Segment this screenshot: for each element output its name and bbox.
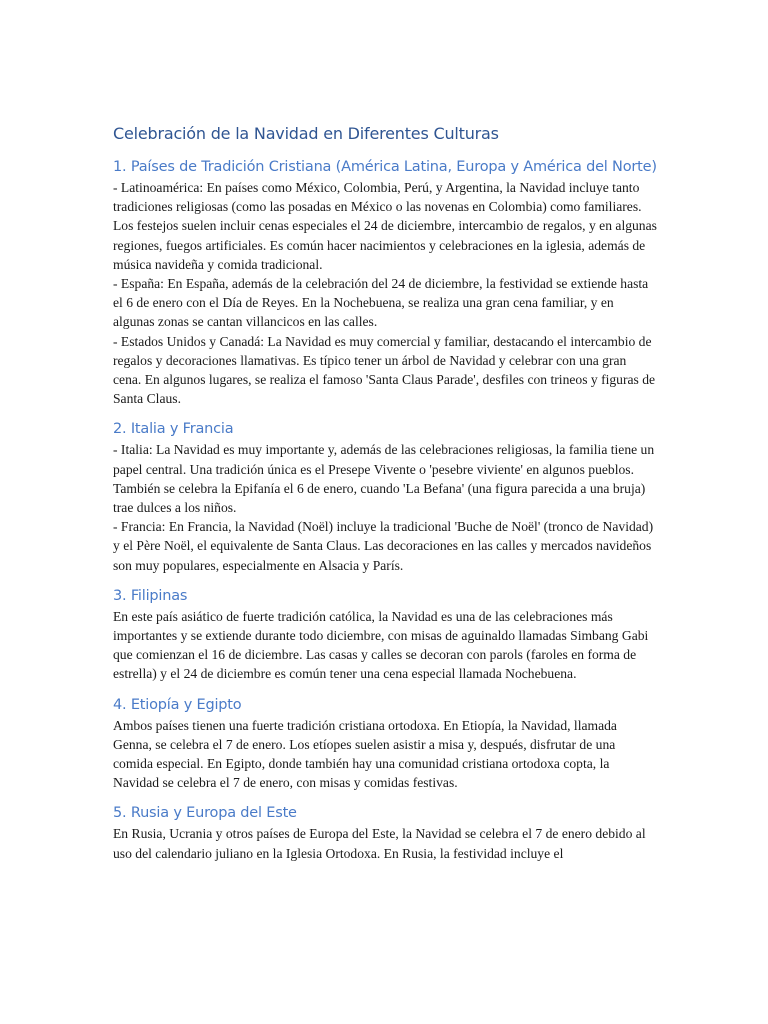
section-italia-francia (113, 418, 658, 574)
paragraph-rusia: En Rusia, Ucrania y otros países de Europa del Este, la Navidad se celebra el 7 de enero debido al uso del calendario juliano en la Iglesia Ortodoxa. En Rusia, la festividad incluye el (113, 826, 646, 861)
section-rusia-europa-este (113, 802, 658, 862)
section-heading: 4. Etiopía y Egipto (113, 696, 242, 713)
section-heading: 3. Filipinas (113, 587, 188, 604)
paragraph-latinoamerica: - Latinoamérica: En países como México, Colombia, Perú, y Argentina, la Navidad incluye tanto tradiciones religiosas (como las posadas en México o las novenas en Colombia) como familiares. Los festejos suelen incluir cenas especiales el 24 de diciembre, intercambio de regalos, y en algunas regiones, fuegos artificiales. Es común hacer nacimientos y celebraciones en la iglesia, además de música navideña y comida tradicional. (113, 180, 657, 272)
section-heading: 5. Rusia y Europa del Este (113, 805, 297, 822)
section-heading: 1. Países de Tradición Cristiana (América Latina, Europa y América del Norte) (113, 159, 657, 175)
paragraph-italia: - Italia: La Navidad es muy importante y, además de las celebraciones religiosas, la familia tiene un papel central. Una tradición única es el Presepe Vivente o 'pesebre viviente' en algunos pueblos. También se celebra la Epifanía el 6 de enero, cuando 'La Befana' (una figura parecida a una bruja) trae dulces a los niños. (113, 442, 655, 516)
section-heading: 2. Italia y Francia (113, 421, 234, 438)
document-title: Celebración de la Navidad en Diferentes Culturas (113, 124, 499, 143)
section-filipinas (113, 585, 658, 684)
paragraph-francia: - Francia: En Francia, la Navidad (Noël) incluye la tradicional 'Buche de Noël' (tronco de Navidad) y el Père Noël, el equivalente de Santa Claus. Las decoraciones en las calles y mercados navideños son muy populares, especialmente en Alsacia y París. (113, 519, 654, 573)
section-etiopia-egipto (113, 694, 658, 793)
document-content (113, 122, 658, 873)
paragraph-filipinas: En este país asiático de fuerte tradición católica, la Navidad es una de las celebraciones más importantes y se extiende durante todo diciembre, con misas de aguinaldo llamadas Simbang Gabi que comienzan el 16 de diciembre. Las casas y calles se decoran con parols (faroles en forma de estrella) y el 24 de diciembre es común tener una cena especial llamada Nochebuena. (113, 608, 649, 682)
paragraph-etiopia-egipto: Ambos países tienen una fuerte tradición cristiana ortodoxa. En Etiopía, la Navidad, llamada Genna, se celebra el 7 de enero. Los etíopes suelen asistir a misa y, después, disfrutar de una comida especial. En Egipto, donde también hay una comunidad cristiana ortodoxa copta, la Navidad se celebra el 7 de enero, con misas y comidas festivas. (113, 717, 617, 791)
paragraph-estados-unidos-canada: - Estados Unidos y Canadá: La Navidad es muy comercial y familiar, destacando el intercambio de regalos y decoraciones llamativas. Es típico tener un árbol de Navidad y celebrar con una gran cena. En algunos lugares, se realiza el famoso 'Santa Claus Parade', desfiles con trineos y figuras de Santa Claus. (113, 333, 656, 407)
section-paises-cristianos (113, 156, 658, 408)
paragraph-espana: - España: En España, además de la celebración del 24 de diciembre, la festividad se extiende hasta el 6 de enero con el Día de Reyes. En la Nochebuena, se realiza una gran cena familiar, y en algunas zonas se cantan villancicos en las calles. (113, 276, 649, 330)
